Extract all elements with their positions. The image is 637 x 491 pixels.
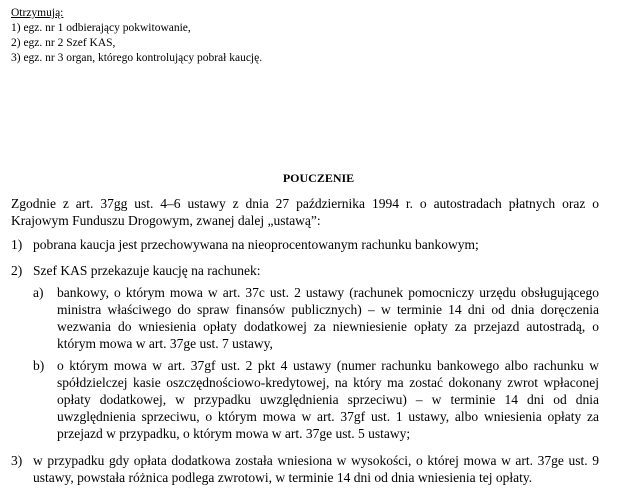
recipient-item-1: 1) egz. nr 1 odbierający pokwitowanie, [11, 22, 191, 34]
point-1 [11, 236, 599, 253]
point-3 [11, 452, 599, 486]
recipient-item-3: 3) egz. nr 3 organ, którego kontrolujący pobrał kaucję. [11, 52, 263, 64]
subpoint-text: o którym mowa w art. 37gf ust. 2 pkt 4 ustawy (numer rachunku bankowego albo rachunku w spółdzielczej kasie oszczędnościowo-kredytowej, na który ma zostać dokonany zwrot wpłaconej opłaty dodatkowej, w przypadku uwzględnienia sprzeciwu) – w terminie 14 dni od dnia uwzględnienia sprzeciwu, o którym mowa w art. 37gf ust. 1 ustawy, albo wniesienia opłaty za przejazd w przypadku, o którym mowa w art. 37ge ust. 5 ustawy; [57, 358, 599, 441]
subpoint-a [33, 284, 599, 352]
recipient-item-2: 2) egz. nr 2 Szef KAS, [11, 37, 116, 49]
point-2 [11, 262, 599, 279]
subpoint-letter: a) [33, 285, 44, 300]
point-number: 3) [11, 453, 23, 468]
point-text: w przypadku gdy opłata dodatkowa została wniesiona w wysokości, o której mowa w art. 37ge ust. 9 ustawy, powstała różnica podlega zwrotowi, w terminie 14 dni od dnia wniesienia tej opłaty. [33, 453, 599, 485]
subpoint-b [33, 357, 599, 442]
recipients-list [11, 6, 262, 66]
point-text: Szef KAS przekazuje kaucję na rachunek: [33, 263, 261, 278]
point-number: 2) [11, 263, 23, 278]
instruction-title: POUCZENIE [282, 171, 355, 185]
subpoint-letter: b) [33, 358, 45, 373]
intro-paragraph: Zgodnie z art. 37gg ust. 4–6 ustawy z dnia 27 października 1994 r. o autostradach płatnych oraz o Krajowym Funduszu Drogowym, zwanej dalej „ustawą”: [11, 196, 599, 228]
subpoint-text: bankowy, o którym mowa w art. 37c ust. 2 ustawy (rachunek pomocniczy urzędu obsługującego ministra właściwego do spraw finansów publicznych) – w terminie 14 dni od dnia doręczenia wezwania do wniesienia opłaty dodatkowej za niewniesienie opłaty za przejazd autostradą, o którym mowa w art. 37ge ust. 7 ustawy, [57, 285, 599, 351]
point-text: pobrana kaucja jest przechowywana na nieoprocentowanym rachunku bankowym; [33, 237, 479, 252]
point-number: 1) [11, 237, 23, 252]
recipients-heading: Otrzymują: [11, 7, 64, 19]
